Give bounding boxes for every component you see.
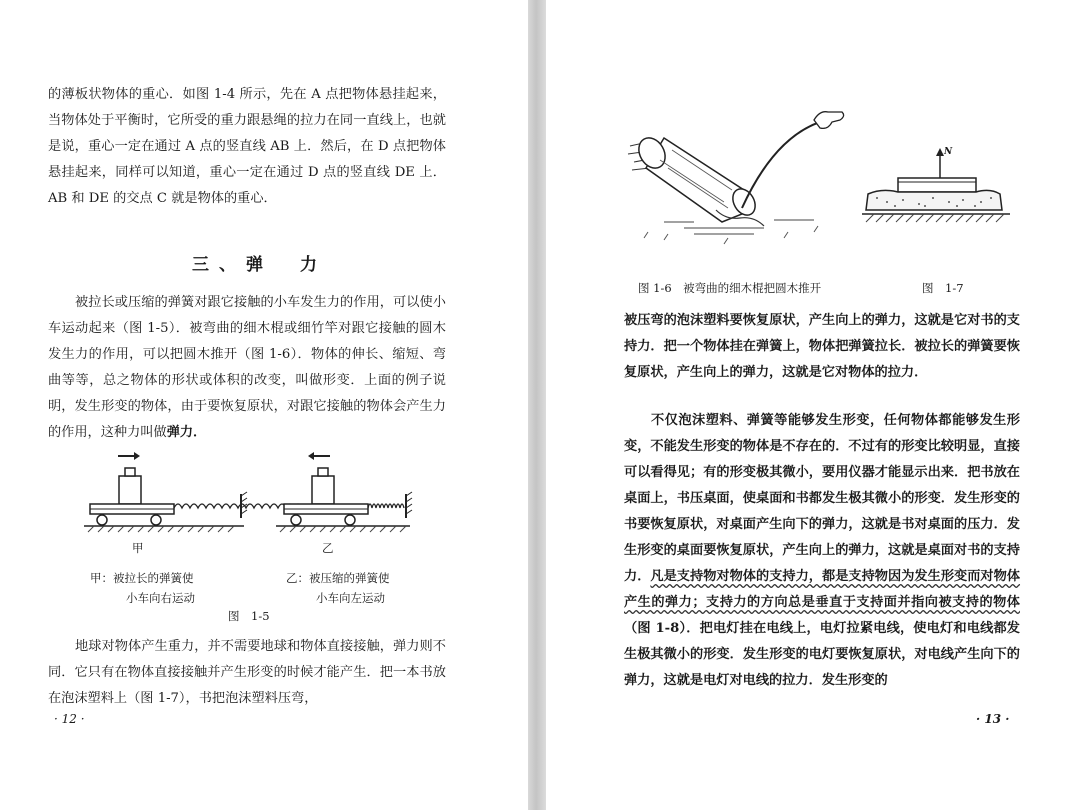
- caption-a-line-2: 小车向右运动: [126, 591, 195, 605]
- figure-1-7-caption: 图 1-7: [922, 281, 964, 295]
- caption-a: [90, 568, 195, 608]
- section-heading: 三、弹 力: [192, 255, 327, 275]
- cart-a: [84, 452, 302, 532]
- caption-b-line-1: 乙：被压缩的弹簧使: [286, 571, 390, 585]
- right-paragraph-1: 被压弯的泡沫塑料要恢复原状，产生向上的弹力，这就是它对书的支持力．把一个物体挂在弹簧上，物体把弹簧拉长．被拉长的弹簧要恢复原状，产生向上的弹力，这就是它对物体的拉力．: [624, 313, 1020, 380]
- right-paragraph-2-text: 不仅泡沫塑料、弹簧等能够发生形变，任何物体都能够发生形变，不能发生形变的物体是不存在的．不过有的形变比较明显，直接可以看得见；有的形变极其微小，要用仪器才能显示出来．把书放在桌面上，书压桌面，使桌面和书都发生极其微小的形变．发生形变的书要恢复原状，对桌面产生向下的弹力，这就是书对桌面的压力．发生形变的桌面要恢复原状，产生向上的弹力，这就是桌面对书的支持力．: [624, 413, 1020, 584]
- figure-1-6-caption: 图 1-6 被弯曲的细木棍把圆木推开: [638, 281, 822, 295]
- figure-1-6: [624, 98, 864, 258]
- figure-1-5-caption: 图 1-5: [228, 609, 270, 623]
- figure-label-a: 甲: [132, 541, 144, 555]
- cart-b: [276, 452, 412, 532]
- caption-b-line-2: 小车向左运动: [316, 591, 385, 605]
- figure-1-7-normal-force-label: N: [944, 147, 953, 157]
- figure-label-b: 乙: [322, 541, 334, 555]
- page-number-right: · 13 ·: [976, 712, 1010, 726]
- right-paragraph-2-tail: （图 1-8）．把电灯挂在电线上，电灯拉紧电线，使电灯和电线都发生极其微小的形变．发生形变的电灯要恢复原状，对电线产生向下的弹力，这就是电灯对电线的拉力．发生形变的: [624, 621, 1020, 688]
- term-elastic-force: 弹力．: [166, 425, 207, 440]
- left-page: [0, 0, 528, 810]
- figure-1-5: [84, 446, 434, 546]
- figure-1-7: [862, 140, 1010, 230]
- left-paragraph-1: 的薄板状物体的重心．如图 1-4 所示，先在 A 点把物体悬挂起来，当物体处于平衡时，它所受的重力跟悬绳的拉力在同一直线上，也就是说，重心一定在通过 A 点的竖直线 AB 上．然后，在 D 点把物体悬挂起来，同样可以知道，重心一定在通过 D 点的竖直线 DE 上．AB 和 DE 的交点 C 就是物体的重心．: [48, 87, 446, 206]
- right-page: [546, 0, 1080, 810]
- caption-a-line-1: 甲：被拉长的弹簧使: [90, 571, 194, 585]
- right-paragraph-2-emphasis: 凡是支持物对物体的支持力，都是支持物因为发生形变而对物体产生的弹力；支持力的方向总是垂直于支持面并指向被支持的物体: [624, 569, 1021, 610]
- left-paragraph-3: 地球对物体产生重力，并不需要地球和物体直接接触，弹力则不同．它只有在物体直接接触并产生形变的时候才能产生．把一本书放在泡沫塑料上（图 1-7），书把泡沫塑料压弯，: [48, 639, 446, 706]
- right-paragraph-2: [624, 408, 1020, 694]
- caption-b: [286, 568, 390, 608]
- left-paragraph-2-text: 被拉长或压缩的弹簧对跟它接触的小车发生力的作用，可以使小车运动起来（图 1-5）．被弯曲的细木棍或细竹竿对跟它接触的圆木发生力的作用，可以把圆木推开（图 1-6）．物体的伸长、缩短、弯曲等等，总之物体的形状或体积的改变，叫做形变．上面的例子说明，发生形变的物体，由于要恢复原状，对跟它接触的物体会产生力的作用，这种力叫做: [48, 295, 446, 440]
- page-number-left: · 12 ·: [54, 712, 85, 726]
- left-paragraph-2: [48, 290, 446, 446]
- book-gutter: [528, 0, 546, 810]
